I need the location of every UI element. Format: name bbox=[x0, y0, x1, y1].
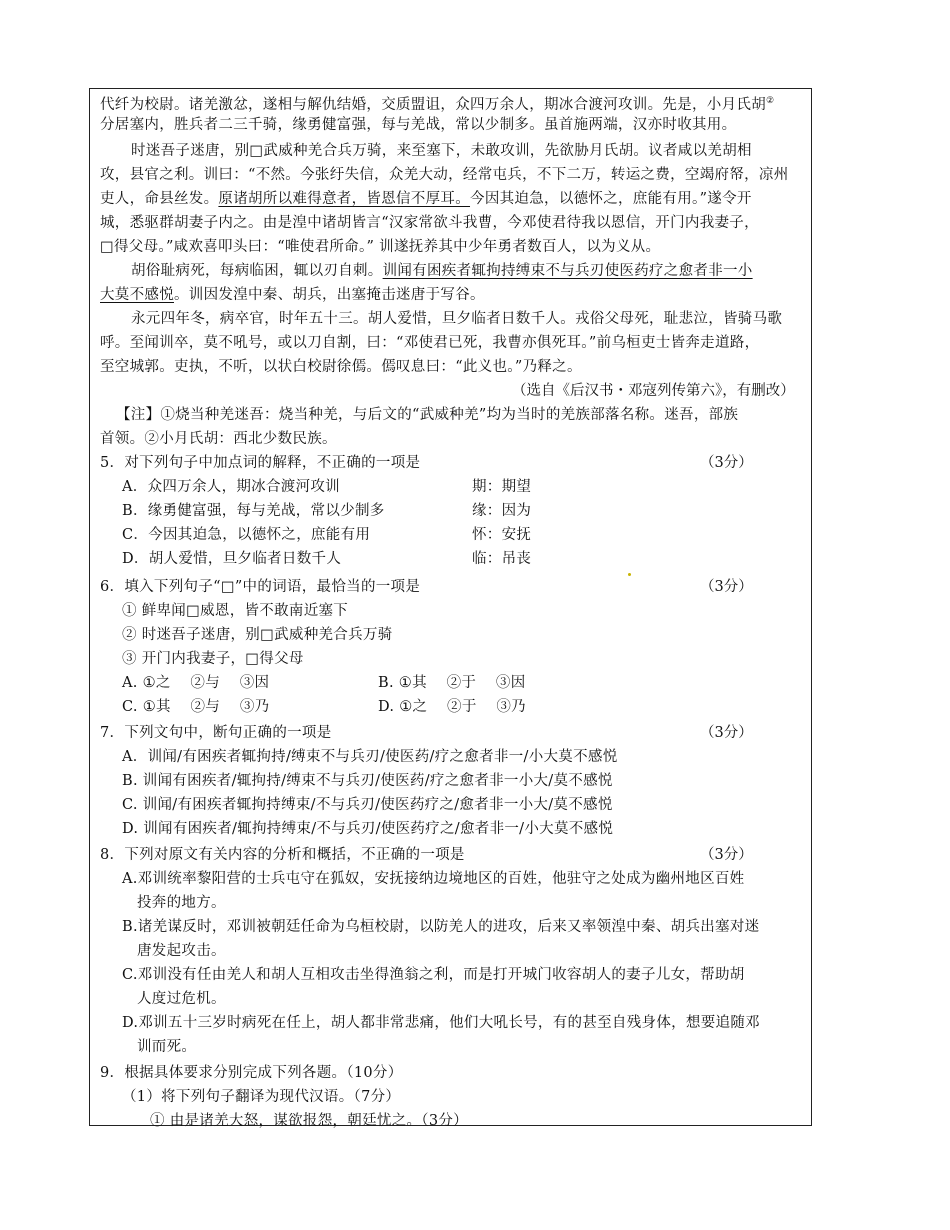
q5-stem: 5．对下列句子中加点词的解释，不正确的一项是 bbox=[100, 455, 421, 471]
passage-line-3: 时迷吾子迷唐，别□武威种羌合兵万骑，来至塞下，未敢攻训，先欲胁月氏胡。议者咸以羌胡相 bbox=[131, 143, 752, 159]
passage-line-11: 呼。至闻训卒，莫不吼号，或以刀自割，曰：“邓使君已死，我曹亦俱死耳。”前乌桓吏士皆奔走道路， bbox=[100, 335, 760, 351]
q5-gloss-d: 临：吊丧 bbox=[472, 551, 532, 567]
q8-score: （3分） bbox=[700, 847, 753, 863]
q6-option-a[interactable]: A. ①之 ②与 ③因 bbox=[122, 675, 270, 691]
passage-line-6: 城，悉驱群胡妻子内之。由是湟中诸胡皆言“汉家常欲斗我曹，今邓使君待我以恩信，开门内我妻子， bbox=[100, 215, 759, 231]
source-citation: （选自《后汉书・邓寇列传第六》，有删改） bbox=[512, 383, 795, 399]
q8-option-a-cont: 投奔的地方。 bbox=[137, 895, 226, 911]
passage-line-4: 攻，县官之利。训曰：“不然。今张纡失信，众羌大动，经常屯兵，不下二万，转运之费，空竭府帑，凉州 bbox=[100, 167, 789, 183]
q5-option-b[interactable]: B．缘勇健富强，每与羌战，常以少制多 bbox=[122, 503, 385, 519]
q6-score: （3分） bbox=[700, 579, 753, 595]
passage-line-9: 大莫不感悦。训因发湟中秦、胡兵，出塞掩击迷唐于写谷。 bbox=[100, 287, 485, 303]
passage-line-5: 吏人，命县丝发。原诸胡所以难得意者，皆恩信不厚耳。今因其迫急，以德怀之，庶能有用。”遂令开 bbox=[100, 191, 752, 207]
q8-option-b-cont: 唐发起攻击。 bbox=[137, 943, 226, 959]
q9-stem: 9．根据具体要求分别完成下列各题。（10分） bbox=[100, 1065, 403, 1081]
q9-item1: ① 由是诸羌大怒，谋欲报怨，朝廷忧之。（3分） bbox=[150, 1113, 468, 1129]
q7-stem: 7．下列文句中，断句正确的一项是 bbox=[100, 725, 332, 741]
q7-option-b[interactable]: B. 训闻有困疾者/辄拘持/缚束不与兵刃/使医药/疗之愈者非一小大/莫不感悦 bbox=[122, 773, 613, 789]
q5-option-c[interactable]: C．今因其迫急，以德怀之，庶能有用 bbox=[122, 527, 371, 543]
q8-stem: 8．下列对原文有关内容的分析和概括，不正确的一项是 bbox=[100, 847, 465, 863]
stray-mark bbox=[628, 573, 631, 576]
passage-line-2: 分居塞内，胜兵者二三千骑，缘勇健富强，每与羌战，常以少制多。虽首施两端，汉亦时收其用。 bbox=[100, 117, 737, 133]
q7-option-c[interactable]: C. 训闻/有困疾者辄拘持缚束/不与兵刃/使医药疗之/愈者非一小大/莫不感悦 bbox=[122, 797, 613, 813]
q8-option-c[interactable]: C.邓训没有任由羌人和胡人互相攻击坐得渔翁之利，而是打开城门收容胡人的妻子儿女，帮助胡 bbox=[122, 967, 745, 983]
q8-option-c-cont: 人度过危机。 bbox=[137, 991, 226, 1007]
q8-option-b[interactable]: B.诸羌谋反时，邓训被朝廷任命为乌桓校尉，以防羌人的进攻，后来又率领湟中秦、胡兵出塞对迷 bbox=[122, 919, 760, 935]
note-line-1: 【注】①烧当种羌迷吾：烧当种羌，与后文的“武威种羌”均为当时的羌族部落名称。迷吾，部族 bbox=[116, 407, 739, 423]
q8-option-d-cont: 训而死。 bbox=[137, 1039, 197, 1055]
q5-option-a[interactable]: A．众四万余人，期冰合渡河攻训 bbox=[122, 479, 340, 495]
q8-option-d[interactable]: D.邓训五十三岁时病死在任上，胡人都非常悲痛，他们大吼长号，有的甚至自残身体，想要追随邓 bbox=[122, 1015, 760, 1031]
q6-option-b[interactable]: B. ①其 ②于 ③因 bbox=[378, 675, 526, 691]
q6-sentence-1: ① 鲜卑闻□威恩，皆不敢南近塞下 bbox=[122, 603, 349, 619]
q6-sentence-3: ③ 开门内我妻子，□得父母 bbox=[122, 651, 304, 667]
passage-line-8: 胡俗耻病死，每病临困，辄以刃自刺。训闻有困疾者辄拘持缚束不与兵刃使医药疗之愈者非一小 bbox=[131, 263, 753, 279]
footnote-ref-2: ② bbox=[766, 96, 775, 106]
passage-line-7: □得父母。”咸欢喜叩头曰：“唯使君所命。” 训遂抚养其中少年勇者数百人，以为义从。 bbox=[100, 239, 661, 255]
q6-option-d[interactable]: D. ①之 ②于 ③乃 bbox=[378, 699, 526, 715]
q7-score: （3分） bbox=[700, 725, 753, 741]
underlined-sentence: 原诸胡所以难得意者，皆恩信不厚耳。 bbox=[218, 191, 471, 207]
q5-gloss-a: 期：期望 bbox=[472, 479, 532, 495]
underlined-sentence-q7: 训闻有困疾者辄拘持缚束不与兵刃使医药疗之愈者非一小 bbox=[382, 263, 753, 279]
q5-gloss-b: 缘：因为 bbox=[472, 503, 532, 519]
note-line-2: 首领。②小月氏胡：西北少数民族。 bbox=[100, 431, 337, 447]
q5-gloss-c: 怀：安抚 bbox=[472, 527, 532, 543]
q6-option-c[interactable]: C. ①其 ②与 ③乃 bbox=[122, 699, 270, 715]
q9-sub1: （1）将下列句子翻译为现代汉语。（7分） bbox=[122, 1089, 401, 1105]
passage-line-12: 至空城郭。吏执，不听，以状白校尉徐傿。傿叹息曰：“此义也。”乃释之。 bbox=[100, 359, 582, 375]
q5-option-d[interactable]: D．胡人爱惜，旦夕临者日数千人 bbox=[122, 551, 342, 567]
q7-option-d[interactable]: D. 训闻有困疾者/辄拘持缚束/不与兵刃/使医药疗之/愈者非一/小大莫不感悦 bbox=[122, 821, 614, 837]
passage-line-1: 代纤为校尉。诸羌激忿，遂相与解仇结婚，交质盟诅，众四万余人，期冰合渡河攻训。先是，小月氏胡② bbox=[100, 96, 775, 113]
q8-option-a[interactable]: A.邓训统率黎阳营的士兵屯守在狐奴，安抚接纳边境地区的百姓，他驻守之处成为幽州地区百姓 bbox=[122, 871, 745, 887]
passage-line-10: 永元四年冬，病卒官，时年五十三。胡人爱惜，旦夕临者日数千人。戎俗父母死，耻悲泣，皆骑马歌 bbox=[131, 311, 783, 327]
q6-sentence-2: ② 时迷吾子迷唐，别□武威种羌合兵万骑 bbox=[122, 627, 393, 643]
q5-score: （3分） bbox=[700, 455, 753, 471]
q7-option-a[interactable]: A．训闻/有困疾者辄拘持/缚束不与兵刃/使医药/疗之愈者非一/小大莫不感悦 bbox=[122, 749, 618, 765]
q6-stem: 6．填入下列句子“□”中的词语，最恰当的一项是 bbox=[100, 579, 421, 595]
